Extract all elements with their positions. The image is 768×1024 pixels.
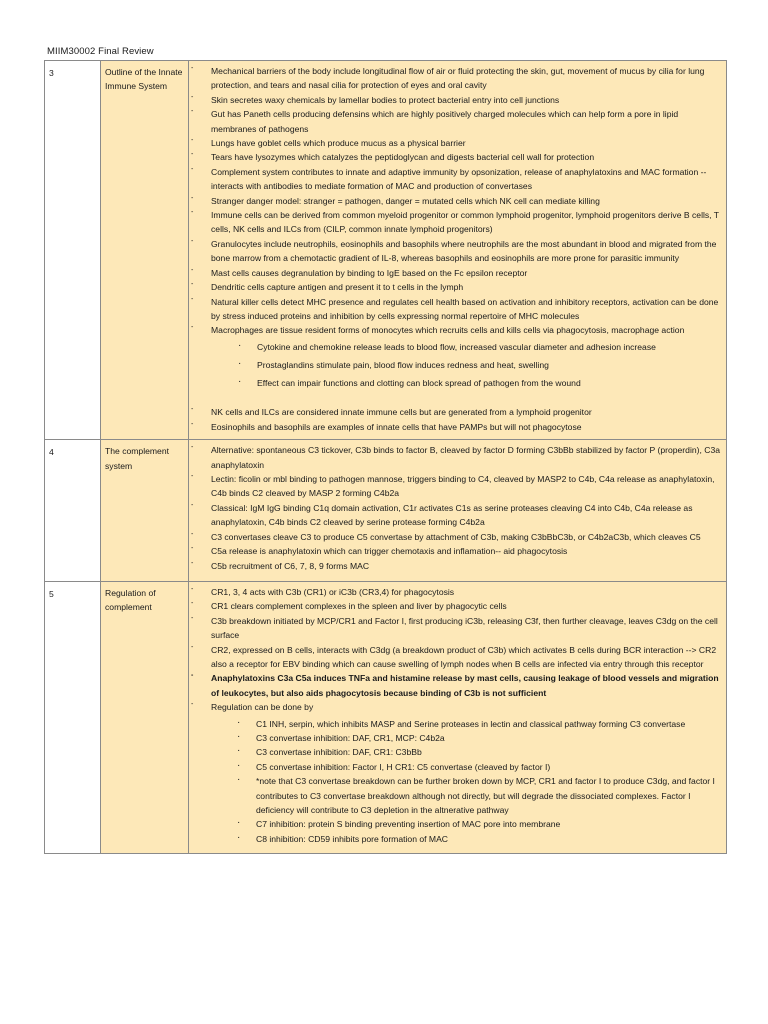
sub-list-item: · *note that C3 convertase breakdown can be further broken down by MCP, CR1 and factor I to produce C3dg, and factor I contributes to C3 convertase breakdown although not directly, but will degrade the dissociated complexes. Factor I deficiency will contribute to C3 depletion in the altnerative pathway — [211, 774, 722, 817]
list-item: - C5b recruitment of C6, 7, 8, 9 forms MAC — [189, 559, 722, 573]
sub-list-item: · C8 inhibition: CD59 inhibits pore formation of MAC — [211, 832, 722, 846]
list-item: - Classical: IgM IgG binding C1q domain activation, C1r activates C1s as serine proteases cleaving C4 into C4b, C4a release as anaphylatoxin, C4b binds C2 cleaved by serine protease forming C4b2a — [189, 501, 722, 530]
list-item: - Alternative: spontaneous C3 tickover, C3b binds to factor B, cleaved by factor D forming C3bBb stabilized by factor P (properdin), C3a anaphylatoxin — [189, 443, 722, 472]
sub-list-item: · Prostaglandins stimulate pain, blood flow induces redness and heat, swelling — [211, 358, 722, 372]
list-item — [189, 323, 722, 390]
list-item: - Immune cells can be derived from common myeloid progenitor or common lymphoid progenitor, lymphoid progenitors derive B cells, T cells, NK cells and ILCs from (CILP, common innate lymphoid progenitors) — [189, 208, 722, 237]
list-item-text: Regulation can be done by — [211, 702, 314, 713]
sub-list-item: · Effect can impair functions and clotting can block spread of pathogen from the wound — [211, 376, 722, 390]
list-item: - Lectin: ficolin or mbl binding to pathogen mannose, triggers binding to C4, cleaved by MASP2 to C4b, C4a release as anaphylatoxin, C4b binds C2 cleaved by MASP 2 forming C4b2a — [189, 472, 722, 501]
row-content — [189, 61, 727, 440]
table-row-4 — [45, 440, 727, 582]
list-item: - Dendritic cells capture antigen and present it to t cells in the lymph — [189, 280, 722, 294]
list-item: - Lungs have goblet cells which produce mucus as a physical barrier — [189, 136, 722, 150]
list-item: - Gut has Paneth cells producing defensins which are highly positively charged molecules which can help form a pore in lipid membranes of pathogens — [189, 107, 722, 136]
list-item: - CR2, expressed on B cells, interacts with C3dg (a breakdown product of C3b) which activates B cells during BCR interaction --> CR2 also a receptor for EBV binding which can cause swelling of lymph nodes when B cells are infected via entry through this receptor — [189, 643, 722, 672]
table-row-3 — [45, 61, 727, 440]
list-item: - CR1 clears complement complexes in the spleen and liver by phagocytic cells — [189, 599, 722, 613]
list-item: - Tears have lysozymes which catalyzes the peptidoglycan and digests bacterial cell wall for protection — [189, 150, 722, 164]
sub-list-item: · Cytokine and chemokine release leads to blood flow, increased vascular diameter and adhesion increase — [211, 340, 722, 354]
row-number: 5 — [45, 581, 101, 853]
row-number: 3 — [45, 61, 101, 440]
sub-list — [211, 717, 722, 847]
bullet-list — [189, 64, 722, 390]
list-item: - NK cells and ILCs are considered innate immune cells but are generated from a lymphoid progenitor — [189, 405, 722, 419]
document-header: MIIM30002 Final Review — [47, 46, 154, 57]
spacer — [189, 393, 722, 405]
list-item-bold: - Anaphylatoxins C3a C5a induces TNFa and histamine release by mast cells, causing leakage of blood vessels and migration of leukocytes, but also aids phagocytosis because binding of C3b is not sufficient — [189, 671, 722, 700]
list-item: - Mechanical barriers of the body include longitudinal flow of air or fluid protecting the skin, gut, movement of mucus by cilia for lung protection, and tears and nasal cilia for protection of eyes and oral cavity — [189, 64, 722, 93]
review-table — [44, 60, 727, 854]
row-content — [189, 581, 727, 853]
list-item-text: Macrophages are tissue resident forms of monocytes which recruits cells and kills cells via phagocytosis, macrophage action — [211, 325, 685, 336]
sub-list-item: · C1 INH, serpin, which inhibits MASP and Serine proteases in lectin and classical pathway forming C3 convertase — [211, 717, 722, 731]
row-topic: Outline of the Innate Immune System — [101, 61, 189, 440]
bullet-list — [189, 443, 722, 573]
list-item: - Skin secretes waxy chemicals by lamellar bodies to protect bacterial entry into cell junctions — [189, 93, 722, 107]
sub-list-item: · C7 inhibition: protein S binding preventing insertion of MAC pore into membrane — [211, 817, 722, 831]
bullet-list — [189, 585, 722, 846]
row-topic: The complement system — [101, 440, 189, 582]
list-item: - Granulocytes include neutrophils, eosinophils and basophils where neutrophils are the most abundant in blood and migrated from the bone marrow from a chemotactic gradient of IL-8, whereas basophils and eosinophils are more prone for parasitic immunity — [189, 237, 722, 266]
list-item: - Eosinophils and basophils are examples of innate cells that have PAMPs but will not phagocytose — [189, 420, 722, 434]
list-item: - C3 convertases cleave C3 to produce C5 convertase by attachment of C3b, making C3bBbC3b, or C4b2aC3b, which cleaves C5 — [189, 530, 722, 544]
list-item: - Natural killer cells detect MHC presence and regulates cell health based on activation and inhibitory receptors, activation can be done by stress induced proteins and inhibition by cells expressing normal repertoire of MHC molecules — [189, 295, 722, 324]
table-row-5 — [45, 581, 727, 853]
list-item: - CR1, 3, 4 acts with C3b (CR1) or iC3b (CR3,4) for phagocytosis — [189, 585, 722, 599]
list-item — [189, 700, 722, 846]
row-topic: Regulation of complement — [101, 581, 189, 853]
sub-list — [211, 340, 722, 390]
sub-list-item: · C3 convertase inhibition: DAF, CR1: C3bBb — [211, 745, 722, 759]
list-item: - C3b breakdown initiated by MCP/CR1 and Factor I, first producing iC3b, releasing C3f, then further cleavage, leaves C3dg on the cell surface — [189, 614, 722, 643]
sub-list-item: · C5 convertase inhibition: Factor I, H CR1: C5 convertase (cleaved by factor I) — [211, 760, 722, 774]
row-content — [189, 440, 727, 582]
list-item: - C5a release is anaphylatoxin which can trigger chemotaxis and inflamation-- aid phagocytosis — [189, 544, 722, 558]
bullet-list — [189, 405, 722, 434]
sub-list-item: · C3 convertase inhibition: DAF, CR1, MCP: C4b2a — [211, 731, 722, 745]
list-item: - Stranger danger model: stranger = pathogen, danger = mutated cells which NK cell can mediate killing — [189, 194, 722, 208]
row-number: 4 — [45, 440, 101, 582]
list-item: - Complement system contributes to innate and adaptive immunity by opsonization, release of anaphylatoxins and MAC formation -- interacts with antibodies to mediate formation of MAC and production of convertases — [189, 165, 722, 194]
list-item: - Mast cells causes degranulation by binding to IgE based on the Fc epsilon receptor — [189, 266, 722, 280]
